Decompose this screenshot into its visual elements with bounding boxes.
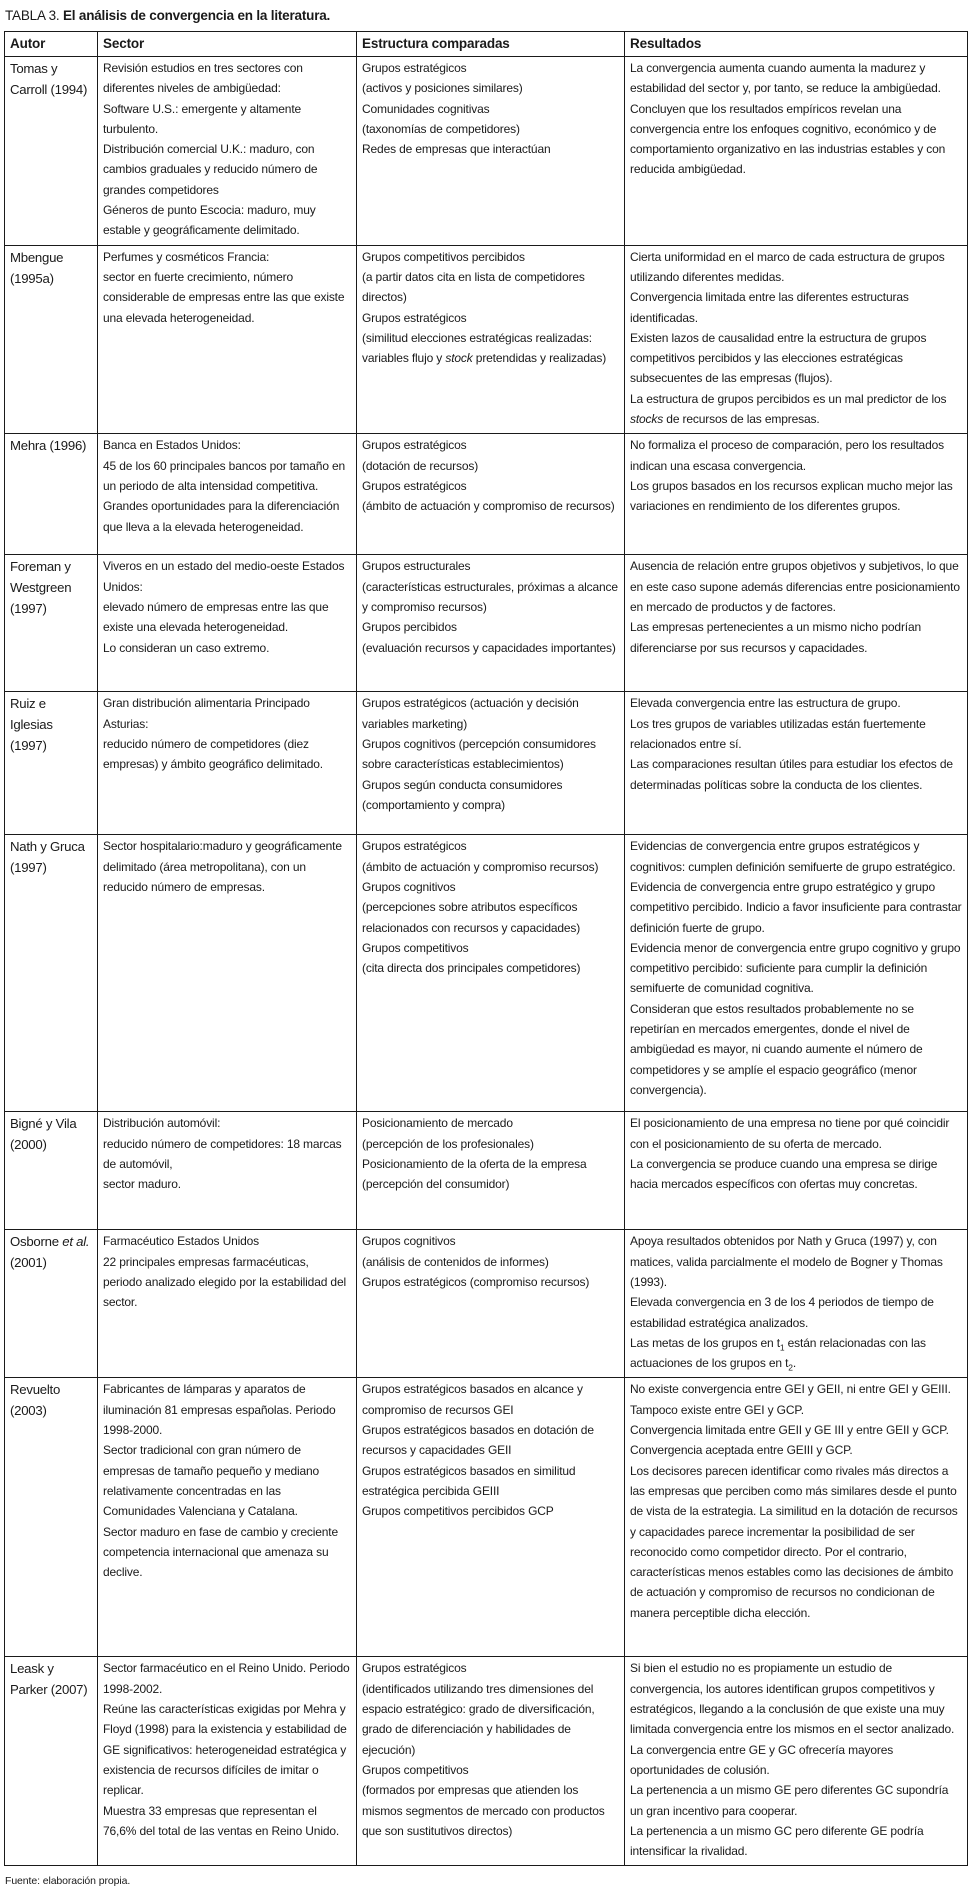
cell-estructura: Grupos estratégicos (identificados utilizando tres dimensiones del espacio estratégico: grado de diversificación, grado de diferenciación y habilidades de ejecución) Grupos competitivos (formados por empresas que atienden los mismos segmentos de mercado con productos que son sustitutivos directos): [357, 1657, 625, 1865]
cell-sector: Gran distribución alimentaria Principado Asturias: reducido número de competidores (diez empresas) y ámbito geográfico delimitado.: [98, 692, 357, 834]
column-header-autor: Autor: [5, 32, 98, 56]
cell-autor: Osborne et al. (2001): [5, 1230, 98, 1377]
cell-autor: Bigné y Vila (2000): [5, 1112, 98, 1229]
cell-estructura: Grupos cognitivos (análisis de contenidos de informes) Grupos estratégicos (compromiso recursos): [357, 1230, 625, 1377]
cell-sector: Farmacéutico Estados Unidos 22 principales empresas farmacéuticas, periodo analizado elegido por la estabilidad del sector.: [98, 1230, 357, 1377]
cell-resultados: Si bien el estudio no es propiamente un estudio de convergencia, los autores identifican grupos competitivos y estratégicos, llegando a la conclusión de que existe una muy limitada convergencia entre los mismos en el sector analizado. La convergencia entre GE y GC ofrecería mayores oportunidades de colusión. La pertenencia a un mismo GE pero diferentes GC supondría un gran incentivo para cooperar. La pertenencia a un mismo GC pero diferente GE podría intensificar la rivalidad.: [630, 1661, 955, 1859]
cell-sector: Revisión estudios en tres sectores con diferentes niveles de ambigüedad: Software U.S.: emergente y altamente turbulento. Distribución comercial U.K.: maduro, con cambios graduales y reducido número de grandes competidores Géneros de punto Escocia: maduro, muy estable y geográficamente delimitado.: [98, 57, 357, 245]
cell-autor: Foreman y Westgreen (1997): [5, 555, 98, 691]
cell-sector: Sector hospitalario:maduro y geográficamente delimitado (área metropolitana), con un reducido número de empresas.: [98, 835, 357, 1111]
table-title-text: El análisis de convergencia en la literatura.: [62, 8, 331, 23]
cell-resultados: La convergencia aumenta cuando aumenta la madurez y estabilidad del sector y, por tanto, se reduce la ambigüedad. Concluyen que los resultados empíricos revelan una convergencia entre los enfoques cognitivo, económico y de comportamiento organizativo en las industrias estables y con reducida ambigüedad.: [630, 61, 946, 177]
table-header-row: [5, 32, 967, 57]
cell-sector: Viveros en un estado del medio-oeste Estados Unidos: elevado número de empresas entre las que existe una elevada heterogeneidad. Lo consideran un caso extremo.: [98, 555, 357, 691]
cell-resultados: Elevada convergencia entre las estructura de grupo. Los tres grupos de variables utilizadas están fuertemente relacionados entre sí. Las comparaciones resultan útiles para estudiar los efectos de determinadas políticas sobre la conducta de los clientes.: [630, 696, 953, 792]
cell-sector: Banca en Estados Unidos: 45 de los 60 principales bancos por tamaño en un periodo de alta intensidad competitiva. Grandes oportunidades para la diferenciación que lleva a la elevada heterogeneidad.: [98, 434, 357, 554]
cell-estructura: Posicionamiento de mercado (percepción de los profesionales) Posicionamiento de la oferta de la empresa (percepción del consumidor): [357, 1112, 625, 1229]
cell-estructura: Grupos estructurales (características estructurales, próximas a alcance y compromiso recursos) Grupos percibidos (evaluación recursos y capacidades importantes): [357, 555, 625, 691]
cell-sector: Distribución automóvil: reducido número de competidores: 18 marcas de automóvil, sector maduro.: [98, 1112, 357, 1229]
cell-resultados: Evidencias de convergencia entre grupos estratégicos y cognitivos: cumplen definición semifuerte de grupo estratégico. Evidencia de convergencia entre grupo estratégico y grupo competitivo percibido. Indicio a favor insuficiente para contrastar definición fuerte de grupo. Evidencia menor de convergencia entre grupo cognitivo y grupo competitivo percibido: suficiente para cumplir la definición semifuerte de comunidad cognitiva. Consideran que estos resultados probablemente no se repetirían en mercados emergentes, donde el nivel de ambigüedad es mayor, ni cuando aumente el número de competidores y se amplíe el espacio geográfico (menor convergencia).: [630, 839, 962, 1097]
cell-autor: Leask y Parker (2007): [5, 1657, 98, 1865]
cell-autor: Mehra (1996): [5, 434, 98, 554]
table-row: [5, 57, 967, 246]
cell-sector: Perfumes y cosméticos Francia: sector en fuerte crecimiento, número considerable de empresas entre las que existe una elevada heterogeneidad.: [98, 246, 357, 434]
cell-resultados: Apoya resultados obtenidos por Nath y Gruca (1997) y, con matices, valida parcialmente el modelo de Bogner y Thomas (1993). Elevada convergencia en 3 de los 4 periodos de tiempo de estabilidad estratégica analizados. Las metas de los grupos en $t_1$ están relacionadas con las actuaciones de los grupos en $t_2$.: [630, 1234, 943, 1373]
cell-estructura: Grupos estratégicos (dotación de recursos) Grupos estratégicos (ámbito de actuación y compromiso de recursos): [357, 434, 625, 554]
cell-estructura: Grupos estratégicos (ámbito de actuación y compromiso recursos) Grupos cognitivos (percepciones sobre atributos específicos relacionados con recursos y capacidades) Grupos competitivos (cita directa dos principales competidores): [357, 835, 625, 1111]
column-header-sector: Sector: [98, 32, 357, 56]
cell-autor: Mbengue (1995a): [5, 246, 98, 434]
cell-resultados: No formaliza el proceso de comparación, pero los resultados indican una escasa convergencia. Los grupos basados en los recursos explican mucho mejor las variaciones en rendimiento de los diferentes grupos.: [630, 438, 953, 514]
cell-sector: Sector farmacéutico en el Reino Unido. Periodo 1998-2002. Reúne las características exigidas por Mehra y Floyd (1998) para la existencia y estabilidad de GE significativos: heterogeneidad estratégica y existencia de recursos difíciles de imitar o replicar. Muestra 33 empresas que representan el 76,6% del total de las ventas en Reino Unido.: [98, 1657, 357, 1865]
source-note: Fuente: elaboración propia.: [5, 1875, 131, 1887]
cell-resultados: Ausencia de relación entre grupos objetivos y subjetivos, lo que en este caso supone además diferencias entre posicionamiento en mercado de productos y de factores. Las empresas pertenecientes a un mismo nicho podrían diferenciarse por sus recursos y capacidades.: [630, 559, 960, 655]
cell-resultados: Cierta uniformidad en el marco de cada estructura de grupos utilizando diferentes medidas. Convergencia limitada entre las diferentes estructuras identificadas. Existen lazos de causalidad entre la estructura de grupos competitivos percibidos y las elecciones estratégicas subsecuentes de las empresas (flujos). La estructura de grupos percibidos es un mal predictor de los stocks de recursos de las empresas.: [630, 249, 947, 427]
table-row: [5, 1378, 967, 1657]
table-row: [5, 434, 967, 555]
table-title: [5, 8, 968, 23]
table-row: [5, 555, 967, 692]
table-row: [5, 835, 967, 1112]
column-header-resultados: Resultados: [630, 36, 702, 51]
table-row: [5, 246, 967, 435]
table-row: [5, 1230, 967, 1378]
cell-estructura: Grupos competitivos percibidos (a partir datos cita en lista de competidores directos) Grupos estratégicos (similitud elecciones estratégicas realizadas: variables flujo y stock pretendidas y realizadas): [357, 246, 625, 434]
table-title-prefix: TABLA 3.: [5, 8, 63, 23]
literature-table: [4, 31, 968, 1866]
cell-autor: Ruiz e Iglesias (1997): [5, 692, 98, 834]
table-row: [5, 692, 967, 835]
cell-sector: Fabricantes de lámparas y aparatos de iluminación 81 empresas españolas. Periodo 1998-2000. Sector tradicional con gran número de empresas de tamaño pequeño y mediano relativamente concentradas en las Comunidades Valenciana y Catalana. Sector maduro en fase de cambio y creciente competencia internacional que amenaza su declive.: [98, 1378, 357, 1656]
cell-resultados: El posicionamiento de una empresa no tiene por qué coincidir con el posicionamiento de su oferta de mercado. La convergencia se produce cuando una empresa se dirige hacia mercados específicos con ofertas muy concretas.: [630, 1116, 950, 1192]
column-header-estructura: Estructura comparadas: [357, 32, 625, 56]
cell-estructura: Grupos estratégicos basados en alcance y compromiso de recursos GEI Grupos estratégicos basados en dotación de recursos y capacidades GEII Grupos estratégicos basados en similitud estratégica percibida GEIII Grupos competitivos percibidos GCP: [357, 1378, 625, 1656]
cell-resultados: No existe convergencia entre GEI y GEII, ni entre GEI y GEIII. Tampoco existe entre GEI y GCP. Convergencia limitada entre GEII y GE III y entre GEII y GCP. Convergencia aceptada entre GEIII y GCP. Los decisores parecen identificar como rivales más directos a las empresas que perciben como más similares desde el punto de vista de la estrategia. La similitud en la dotación de recursos y capacidades parece incrementar la posibilidad de ser reconocido como competidor directo. Por el contrario, características menos estables como las decisiones de ámbito de actuación y compromiso de recursos no condicionan de manera perceptible dicha elección.: [630, 1382, 958, 1620]
cell-autor: Revuelto (2003): [5, 1378, 98, 1656]
table-row: [5, 1112, 967, 1230]
cell-estructura: Grupos estratégicos (activos y posiciones similares) Comunidades cognitivas (taxonomías de competidores) Redes de empresas que interactúan: [357, 57, 625, 245]
table-body: [5, 57, 967, 1865]
cell-autor: Nath y Gruca (1997): [5, 835, 98, 1111]
cell-autor: Tomas y Carroll (1994): [5, 57, 98, 245]
cell-estructura: Grupos estratégicos (actuación y decisión variables marketing) Grupos cognitivos (percepción consumidores sobre características establecimientos) Grupos según conducta consumidores (comportamiento y compra): [357, 692, 625, 834]
table-row: [5, 1657, 967, 1865]
